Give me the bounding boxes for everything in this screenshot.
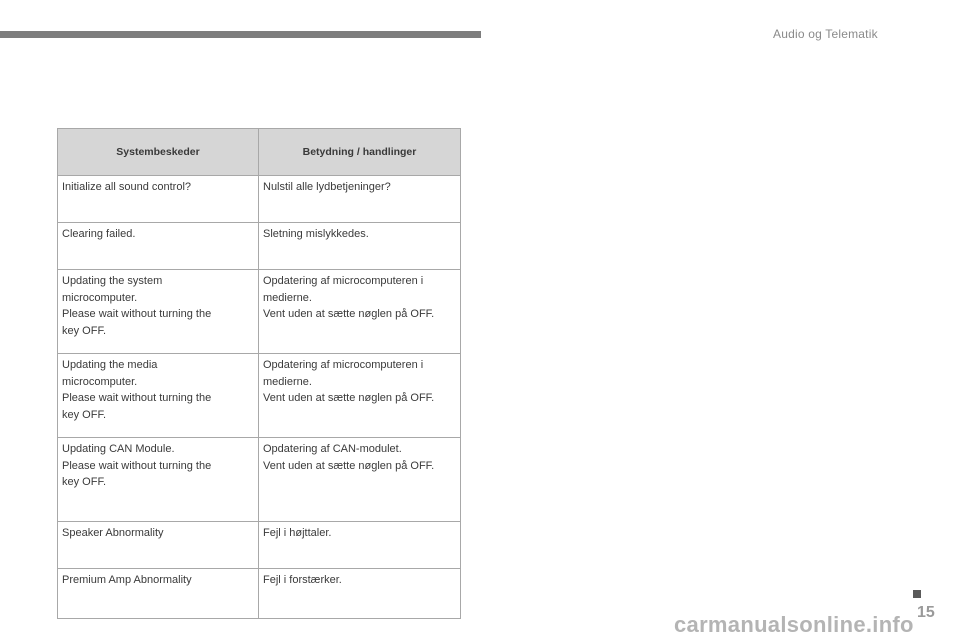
table-header-row	[58, 129, 461, 176]
meaning-text: Nulstil alle lydbetjeninger?	[263, 181, 391, 193]
watermark: carmanualsonline.info	[674, 612, 914, 637]
message-text: Updating the system	[62, 275, 163, 287]
message-text: Speaker Abnormality	[62, 527, 164, 539]
meaning-text: Opdatering af microcomputeren i	[263, 275, 424, 287]
table-row	[58, 354, 461, 438]
meaning-text: Vent uden at sætte nøglen på OFF.	[263, 459, 435, 472]
meaning-cell	[259, 270, 461, 354]
meaning-text: Opdatering af microcomputeren i	[263, 359, 424, 371]
message-text: Please wait without turning the	[62, 308, 212, 320]
table-row	[58, 569, 461, 619]
meaning-text: medierne.	[263, 291, 312, 304]
page-corner-square-icon	[913, 590, 921, 598]
meaning-text: Vent uden at sætte nøglen på OFF.	[263, 308, 435, 320]
column-header-meaning: Betydning / handlinger	[259, 129, 461, 176]
message-text: key OFF.	[62, 476, 107, 488]
meaning-cell	[259, 223, 461, 270]
page-number: 15	[917, 604, 935, 621]
meaning-cell	[259, 522, 461, 569]
meaning-text: Fejl i forstærker.	[263, 574, 342, 586]
meaning-text: Sletning mislykkedes.	[263, 228, 369, 240]
meaning-cell	[259, 176, 461, 223]
message-text: microcomputer.	[62, 375, 138, 388]
message-text: Updating CAN Module.	[62, 443, 175, 455]
table-row	[58, 223, 461, 270]
message-cell	[58, 522, 259, 569]
meaning-cell	[259, 569, 461, 619]
meaning-text: Vent uden at sætte nøglen på OFF.	[263, 392, 435, 404]
message-text: Initialize all sound control?	[62, 181, 192, 193]
meaning-text: Opdatering af CAN-modulet.	[263, 443, 402, 455]
message-text: key OFF.	[62, 324, 107, 337]
message-text: Clearing failed.	[62, 228, 136, 240]
message-cell	[58, 223, 259, 270]
system-messages-table	[57, 128, 461, 619]
header-rule	[0, 31, 481, 38]
table-row	[58, 270, 461, 354]
message-cell	[58, 569, 259, 619]
message-cell	[58, 270, 259, 354]
table-row	[58, 176, 461, 223]
meaning-text: Fejl i højttaler.	[263, 527, 332, 539]
section-title: Audio og Telematik	[773, 27, 878, 41]
message-cell	[58, 438, 259, 522]
message-cell	[58, 176, 259, 223]
message-text: Premium Amp Abnormality	[62, 574, 192, 586]
message-text: Updating the media	[62, 359, 158, 371]
message-text: Please wait without turning the	[62, 392, 212, 404]
table-row	[58, 522, 461, 569]
table-row	[58, 438, 461, 522]
message-text: microcomputer.	[62, 291, 138, 304]
meaning-cell	[259, 354, 461, 438]
column-header-messages: Systembeskeder	[58, 129, 259, 176]
message-cell	[58, 354, 259, 438]
message-text: key OFF.	[62, 408, 107, 421]
meaning-cell	[259, 438, 461, 522]
meaning-text: medierne.	[263, 375, 312, 388]
message-text: Please wait without turning the	[62, 459, 212, 472]
